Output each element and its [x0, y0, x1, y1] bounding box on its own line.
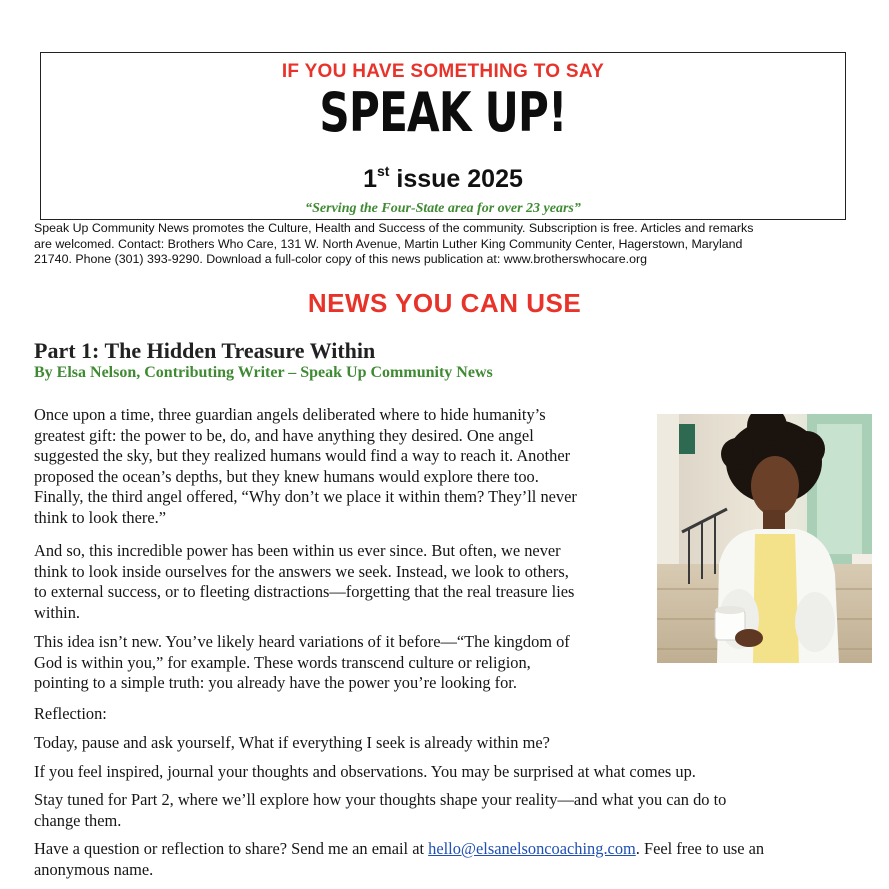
intro-line: Speak Up Community News promotes the Culture, Health and Success of the community. Subscription is free. Articles and remarks	[34, 221, 754, 235]
article-byline: By Elsa Nelson, Contributing Writer – Speak Up Community News	[34, 364, 493, 381]
masthead-brand: SPEAK UP!	[319, 81, 567, 144]
author-photo	[657, 414, 872, 663]
text-line: greatest gift: the power to be, do, and have anything they desired. One angel	[34, 425, 534, 445]
text-line: Stay tuned for Part 2, where we’ll explore how your thoughts shape your reality—and what you can do to	[34, 790, 727, 809]
paragraph-3	[34, 632, 646, 694]
text-line: proposed the ocean’s depths, but they knew humans would explore there too.	[34, 466, 539, 486]
text-line: within.	[34, 602, 80, 622]
issue-label	[41, 165, 845, 194]
paragraph-2	[34, 541, 646, 623]
issue-ordinal-suffix: st	[377, 163, 390, 179]
text-line: anonymous name.	[34, 859, 154, 879]
text-line	[34, 839, 864, 860]
masthead-tagline: “Serving the Four-State area for over 23 years”	[305, 201, 581, 216]
text-line: suggested the sky, but they realized humans would find a way to reach it. Another	[34, 446, 571, 465]
contact-text-after: . Feel free to use an	[635, 839, 765, 858]
section-heading: NEWS YOU CAN USE	[307, 288, 582, 318]
intro-line: are welcomed. Contact: Brothers Who Care, 131 W. North Avenue, Martin Luther King Community Center, Hagerstown, Maryland	[34, 236, 743, 251]
contact-text: Have a question or reflection to share? Send me an email at	[34, 839, 429, 858]
journal-suggestion: If you feel inspired, journal your thoughts and observations. You may be surprised at what comes up.	[34, 762, 696, 781]
text-line: pointing to a simple truth: you already have the power you’re looking for.	[34, 673, 517, 692]
email-link[interactable]: hello@elsanelsoncoaching.com	[428, 839, 636, 858]
intro-line: 21740. Phone (301) 393-9290. Download a full-color copy of this news publication at: www.brotherswhocare.org	[34, 252, 648, 266]
text-line: And so, this incredible power has been within us ever since. But often, we never	[34, 541, 561, 560]
intro-paragraph	[34, 221, 854, 268]
reflection-prompt: Today, pause and ask yourself, What if everything I seek is already within me?	[34, 733, 550, 752]
text-line: Finally, the third angel offered, “Why don’t we place it within them? They’ll never	[34, 487, 577, 506]
text-line: Once upon a time, three guardian angels deliberated where to hide humanity’s	[34, 405, 546, 424]
part-2-teaser	[34, 790, 824, 831]
paragraph-1	[34, 405, 646, 528]
author-photo-illustration	[657, 414, 872, 663]
masthead-kicker: IF YOU HAVE SOMETHING TO SAY	[281, 61, 605, 82]
text-line: think to look there.”	[34, 507, 167, 527]
reflection-label: Reflection:	[34, 704, 107, 723]
text-line: think to look inside ourselves for the answers we seek. Instead, we look to others,	[34, 561, 569, 581]
masthead	[40, 52, 846, 220]
article-title: Part 1: The Hidden Treasure Within	[34, 338, 376, 363]
issue-rest: issue 2025	[389, 165, 523, 193]
text-line: to external success, or to fleeting distractions—forgetting that the real treasure lies	[34, 582, 575, 601]
text-line: change them.	[34, 810, 122, 830]
issue-ordinal: 1	[363, 165, 377, 193]
text-line: This idea isn’t new. You’ve likely heard variations of it before—“The kingdom of	[34, 632, 570, 651]
contact-paragraph	[34, 839, 864, 880]
text-line: God is within you,” for example. These words transcend culture or religion,	[34, 652, 531, 672]
